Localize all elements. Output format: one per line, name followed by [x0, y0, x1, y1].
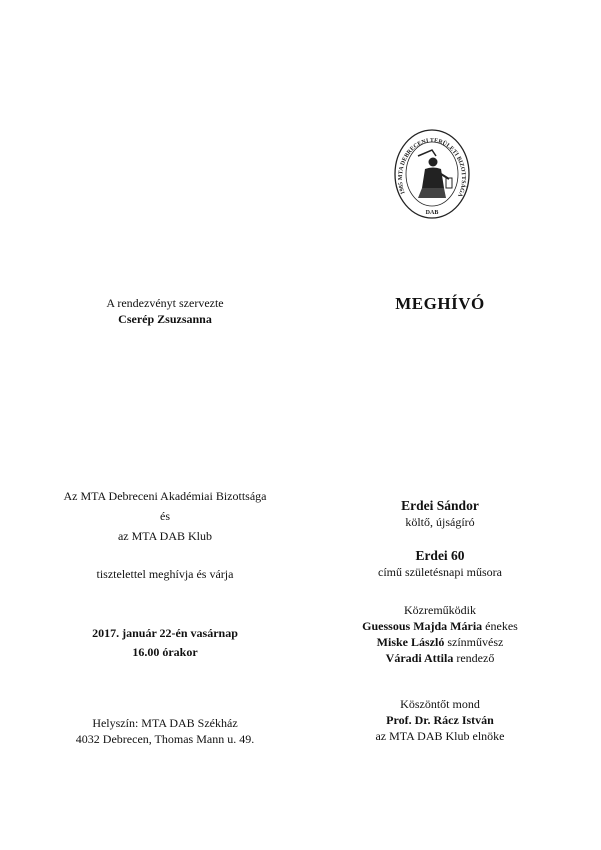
honoree-block	[315, 498, 565, 530]
host-2: az MTA DAB Klub	[117, 529, 213, 543]
event-desc: című születésnapi műsora	[378, 565, 502, 579]
event-block	[315, 548, 565, 580]
greeting-label: Köszöntőt mond	[400, 697, 480, 711]
honoree-role: költő, újságíró	[405, 515, 475, 529]
svg-text:DAB: DAB	[425, 210, 439, 216]
contributor-row: Guessous Majda Mária énekes	[362, 619, 518, 633]
mta-dab-seal-logo	[392, 122, 472, 228]
contributor-row: Váradi Attila rendező	[385, 651, 495, 665]
contributor-row: Miske László színművész	[376, 635, 504, 649]
contributors-block	[315, 602, 565, 666]
organizer-block	[40, 295, 290, 327]
host-block	[40, 488, 290, 544]
greeter-role: az MTA DAB Klub elnöke	[375, 729, 505, 743]
invite-line: tisztelettel meghívja és várja	[96, 567, 234, 581]
host-and: és	[160, 509, 170, 523]
greeting-block	[315, 696, 565, 744]
greeter-name: Prof. Dr. Rácz István	[386, 713, 494, 727]
datetime-block	[40, 625, 290, 660]
venue-line-1: Helyszín: MTA DAB Székház	[92, 716, 238, 730]
organizer-label: A rendezvényt szervezte	[106, 296, 224, 310]
organizer-name: Cserép Zsuzsanna	[118, 312, 212, 326]
honoree-name: Erdei Sándor	[401, 498, 479, 513]
event-time: 16.00 órakor	[132, 645, 198, 659]
svg-text:1985 MTA DEBRECENI TERÜLETI BI: 1985 MTA DEBRECENI TERÜLETI BIZOTTSÁGA	[397, 138, 467, 198]
venue-block	[40, 715, 290, 747]
event-title: Erdei 60	[415, 548, 465, 563]
page-title: MEGHÍVÓ	[395, 294, 485, 313]
event-date: 2017. január 22-én vasárnap	[92, 626, 238, 640]
contributors-label: Közreműködik	[404, 603, 476, 617]
host-1: Az MTA Debreceni Akadémiai Bizottsága	[63, 489, 267, 503]
venue-line-2: 4032 Debrecen, Thomas Mann u. 49.	[75, 732, 255, 746]
